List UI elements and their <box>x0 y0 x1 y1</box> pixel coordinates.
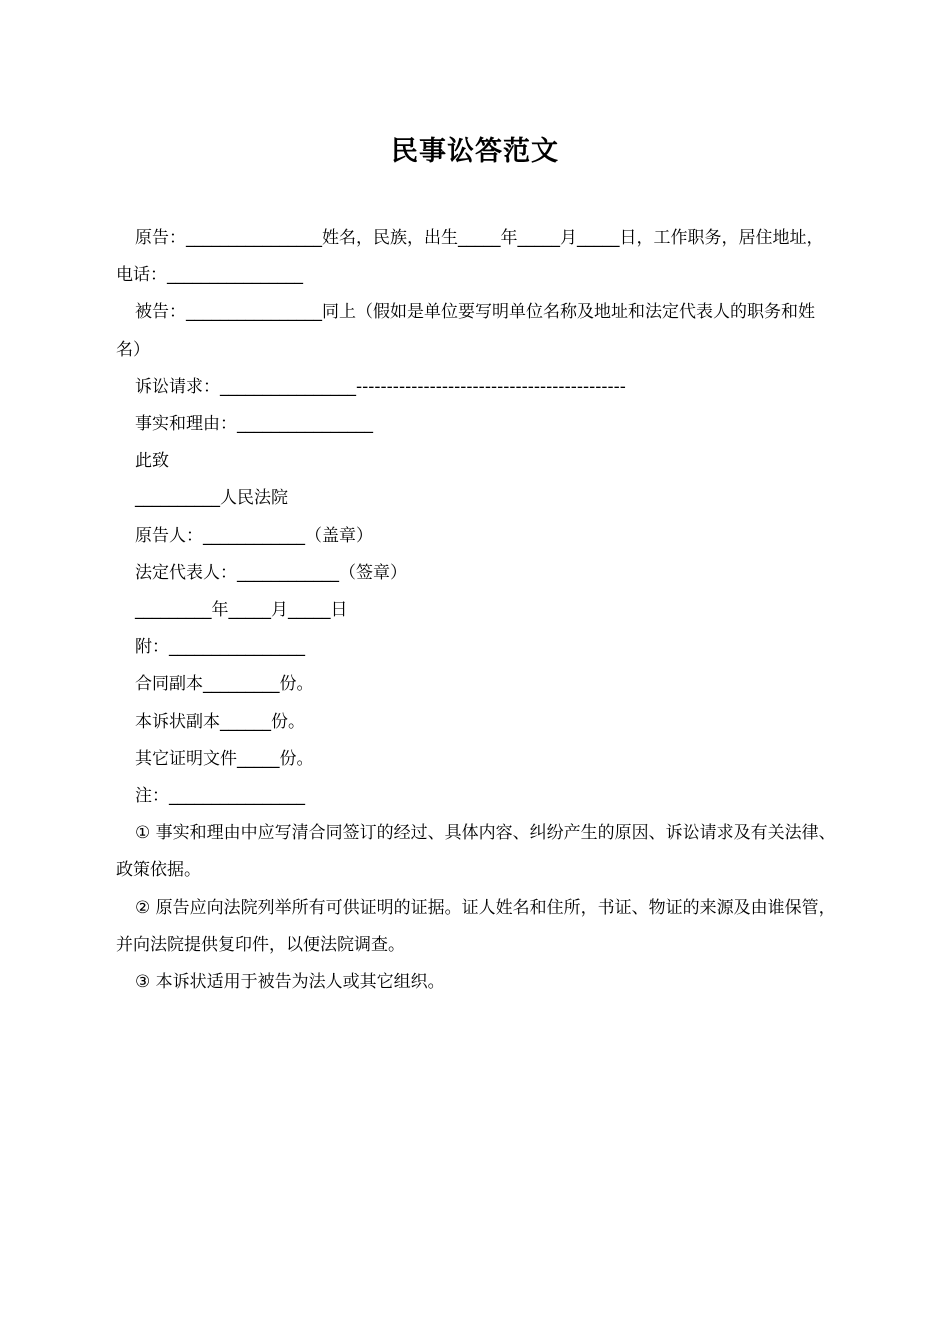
attachment-line: 附：________________ <box>135 637 305 658</box>
plaintiff-paragraph: 原告：________________姓名，民族，出生_____年_____月_____日，工作职务，居住地址，电话：________________ <box>116 228 824 286</box>
salutation-line: 此致 <box>135 451 169 472</box>
note-item-3: ③ 本诉状适用于被告为法人或其它组织。 <box>135 972 445 993</box>
legal-representative-line: 法定代表人：____________（签章） <box>135 562 407 583</box>
note-line: 注：________________ <box>135 786 305 807</box>
court-line: __________人民法院 <box>135 488 288 509</box>
plaintiff-signature-line: 原告人：____________（盖章） <box>135 525 373 546</box>
note-item-1: ① 事实和理由中应写清合同签订的经过、具体内容、纠纷产生的原因、诉讼请求及有关法律、政策依据。 <box>116 823 836 881</box>
document-body <box>116 220 838 1001</box>
evidence-documents-line: 其它证明文件_____份。 <box>135 748 314 769</box>
note-item-2: ② 原告应向法院列举所有可供证明的证据。证人姓名和住所，书证、物证的来源及由谁保管，并向法院提供复印件，以便法院调查。 <box>116 897 836 955</box>
claims-paragraph: 诉讼请求：________________-------------------------------------------- <box>135 376 626 397</box>
document-title: 民事讼答范文 <box>391 136 559 167</box>
contract-copy-line: 合同副本_________份。 <box>135 674 314 695</box>
complaint-copy-line: 本诉状副本______份。 <box>135 711 305 732</box>
facts-reasons-paragraph: 事实和理由：________________ <box>135 414 373 435</box>
date-line: _________年_____月_____日 <box>135 600 348 621</box>
defendant-paragraph: 被告：________________同上（假如是单位要写明单位名称及地址和法定代表人的职务和姓名） <box>116 302 815 360</box>
